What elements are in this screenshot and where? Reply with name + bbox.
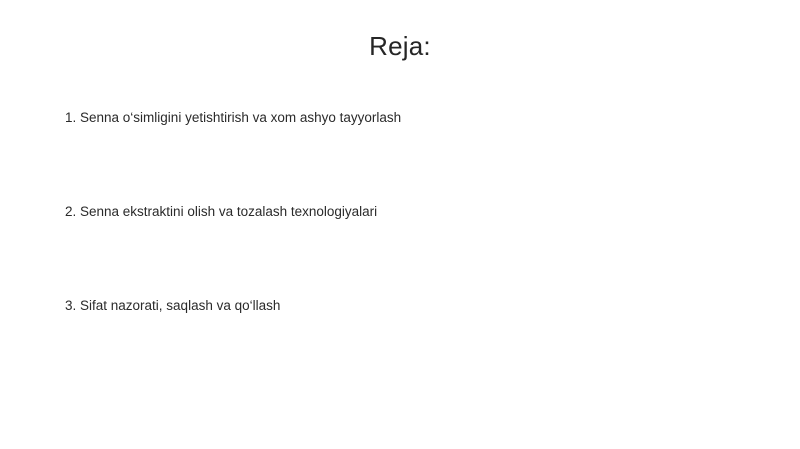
plan-item-2: 2. Senna ekstraktini olish va tozalash texnologiyalari [65, 204, 378, 219]
plan-item-1: 1. Senna o‘simligini yetishtirish va xom ashyo tayyorlash [65, 110, 402, 125]
slide-title: Reja: [369, 31, 431, 61]
plan-item-3: 3. Sifat nazorati, saqlash va qo‘llash [65, 298, 281, 313]
plan-list [65, 108, 401, 316]
